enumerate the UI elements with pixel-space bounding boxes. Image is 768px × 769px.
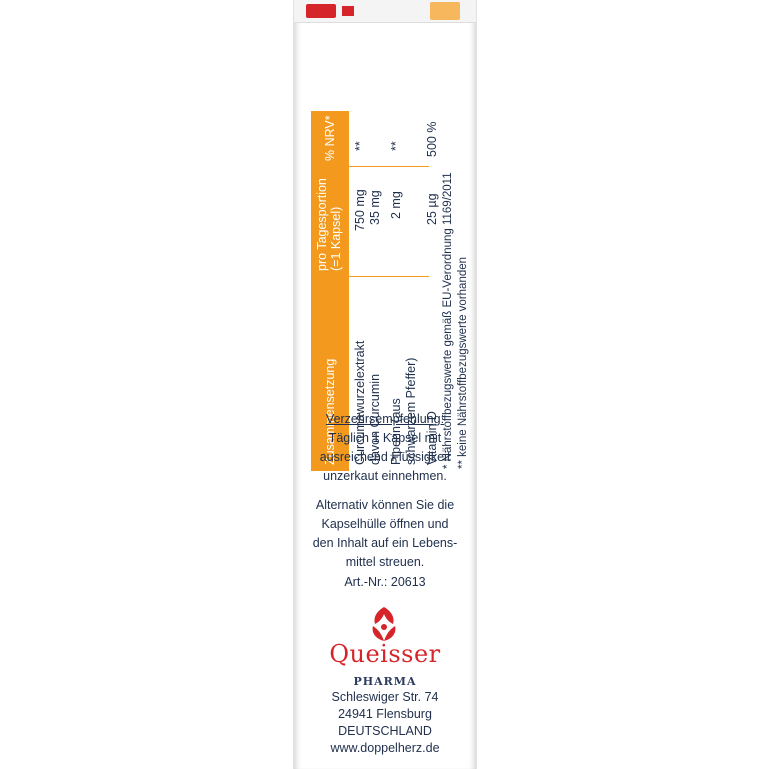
top-orange-label xyxy=(430,2,460,20)
address-country: DEUTSCHLAND xyxy=(338,724,432,738)
nutrition-table: Zusammensetzung pro Tagesportion (=1 Kapsel) % NRV* Curcumawurzelextrakt 750 mg ** davon Curcumin 35 mg Piperin (aus 2 mg ** schwarzem Pfeffer) Vitamin D 25 µg 500 % * Nährstoffbezugswerte gemäß EU-Verordnung 1169/2011 ** keine Nährstoffbezugswerte vorhanden xyxy=(306,103,471,473)
header-daily-portion: pro Tagesportion (=1 Kapsel) xyxy=(315,178,343,271)
alt-usage-line: Kapselhülle öffnen und xyxy=(321,517,449,531)
brand-name: Queisser xyxy=(329,640,441,668)
usage-line: unzerkaut einnehmen. xyxy=(323,469,447,483)
brand-subtitle: PHARMA xyxy=(353,675,417,688)
website-link: www.doppelherz.de xyxy=(330,741,440,755)
table-divider-1 xyxy=(311,276,429,277)
usage-line: Täglich 1 Kapsel mit xyxy=(328,431,442,445)
usage-line: ausreichend Flüssigkeit xyxy=(319,450,451,464)
table-divider-2 xyxy=(311,166,429,167)
header-nrv: % NRV* xyxy=(323,115,337,161)
article-number: Art.-Nr.: 20613 xyxy=(344,575,426,589)
alt-usage-line: Alternativ können Sie die xyxy=(315,498,455,512)
product-box-side xyxy=(293,0,477,769)
queisser-logo-icon xyxy=(367,605,401,643)
alt-usage-line: mittel streuen. xyxy=(345,555,425,569)
usage-heading: Verzehrsempfehlung: xyxy=(325,412,445,426)
box-top-flap xyxy=(294,0,476,23)
header-composition: Zusammensetzung xyxy=(323,358,337,465)
top-red-label xyxy=(306,4,336,18)
address-city: 24941 Flensburg xyxy=(338,707,432,721)
footnote-no-nrv: ** keine Nährstoffbezugswerte vorhanden xyxy=(457,256,469,469)
address-street: Schleswiger Str. 74 xyxy=(331,690,439,704)
alt-usage-line: den Inhalt auf ein Lebens- xyxy=(312,536,458,550)
top-red-mark xyxy=(342,6,354,16)
footnote-nrv: * Nährstoffbezugswerte gemäß EU-Verordnung 1169/2011 xyxy=(442,172,454,469)
